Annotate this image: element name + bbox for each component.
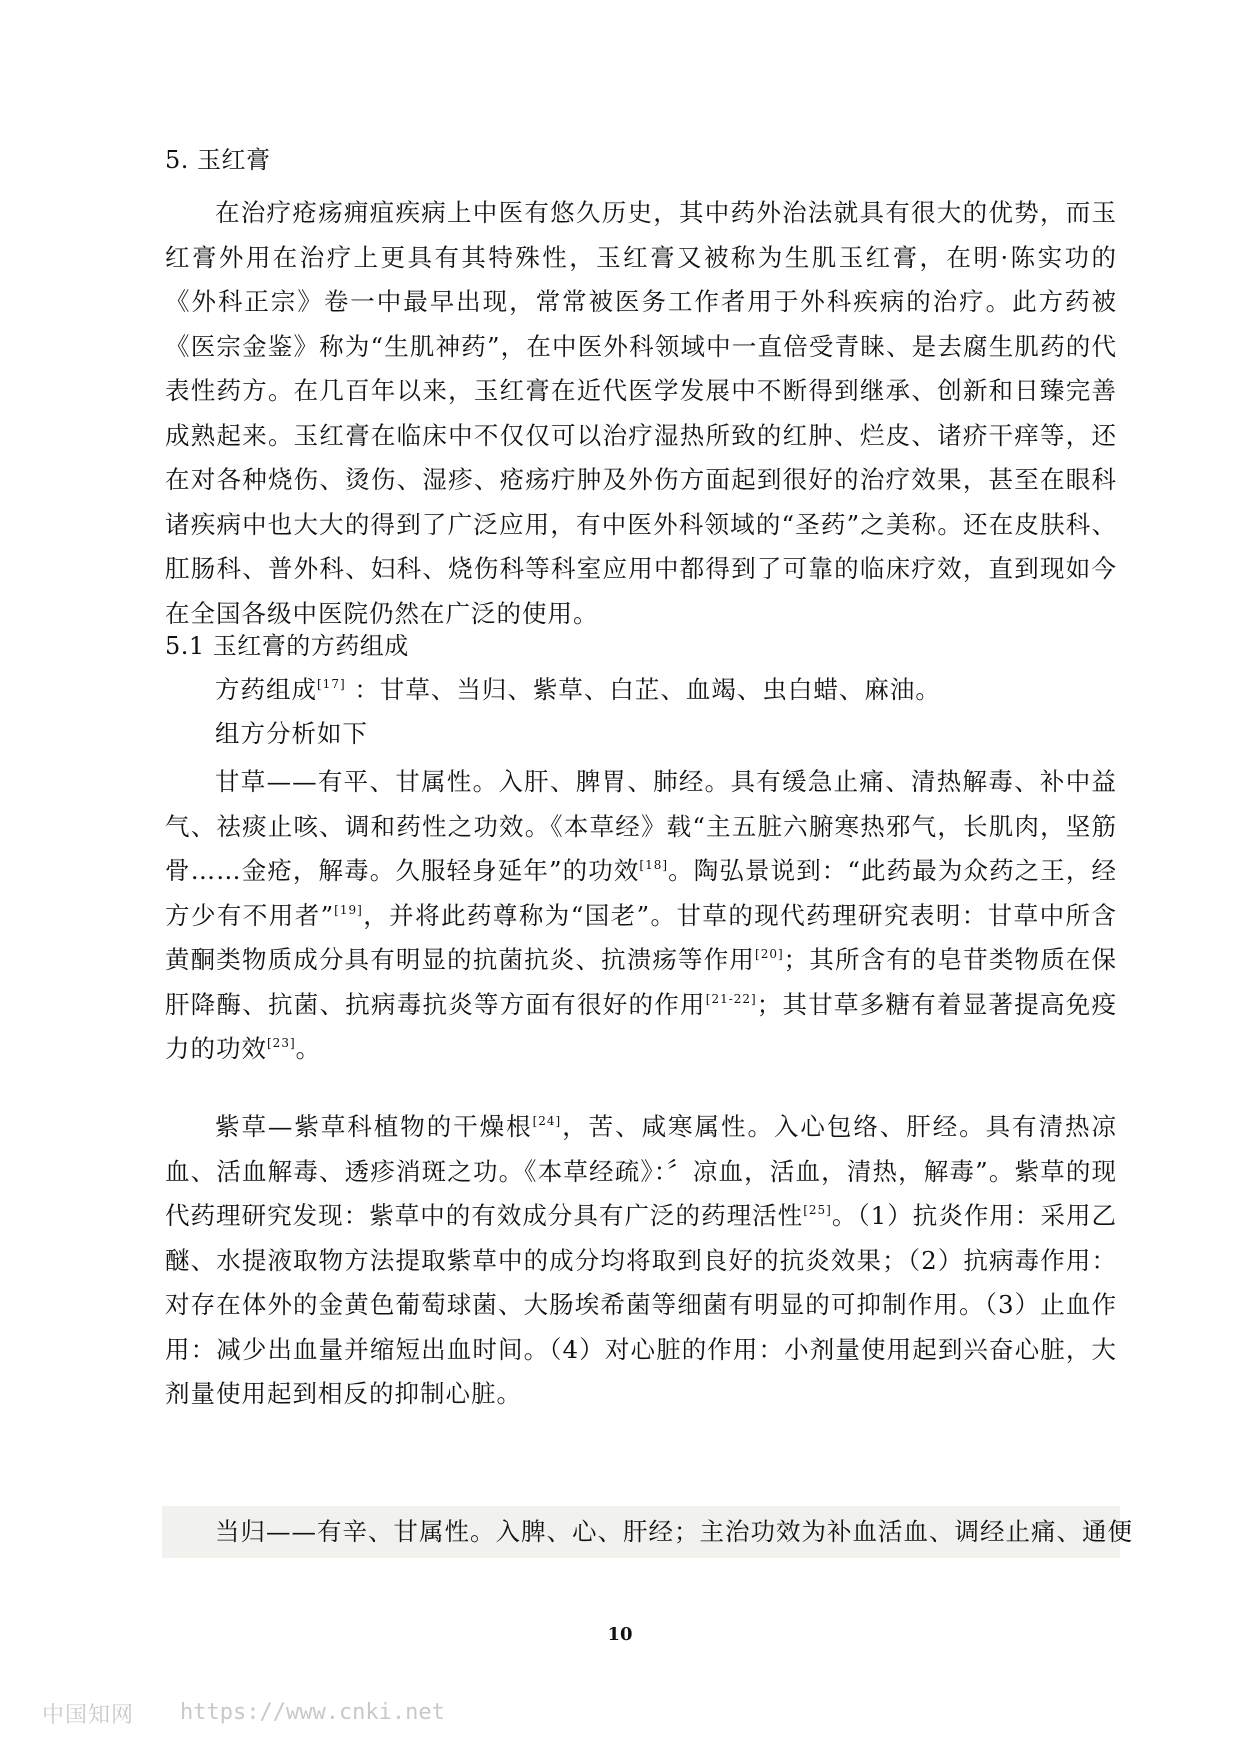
citation[interactable]: [23] [267, 1036, 296, 1050]
zicao-text: 紫草—紫草科植物的干燥根 [215, 1112, 533, 1141]
formula-line [215, 670, 941, 710]
citation[interactable]: [20] [755, 947, 784, 961]
watermark-url: https://www.cnki.net [180, 1700, 445, 1725]
formula-label: 方药组成 [215, 675, 317, 704]
gancao-text: ，并将此药尊称为“国老”。甘草的现代药理研究表明：甘草中所含黄酮类物质成分具有明显的抗菌抗炎、抗溃疡等作用 [165, 900, 1117, 974]
watermark-site-name: 中国知网 [42, 1703, 135, 1728]
gancao-text: ；其所含有的皂苷类物质在保肝降酶、抗菌、抗病毒抗炎等方面有很好的作用 [165, 945, 1118, 1019]
gancao-text: ；其甘草多糖有着显著提高免疫力的功效 [165, 989, 1118, 1063]
danggui-line: 当归——有辛、甘属性。入脾、心、肝经；主治功效为补血活血、调经止痛、通便 [215, 1517, 1133, 1546]
citation[interactable]: [19] [334, 902, 363, 917]
zicao-text: ，苦、咸寒属性。入心包络、肝经。具有清热凉血、活血解毒、透疹消斑之功。《本草经疏》：〞凉血，活血，清热，解毒”。紫草的现代药理研究发现：紫草中的有效成分具有广泛的药理活性 [165, 1112, 1118, 1230]
gancao-text: 。 [295, 1034, 322, 1063]
gancao-paragraph [165, 760, 1117, 1072]
citation[interactable]: [21-22] [705, 991, 757, 1006]
citation[interactable]: [25] [803, 1203, 832, 1217]
zicao-text: 。（1）抗炎作用：采用乙醚、水提液取物方法提取紫草中的成分均将取到良好的抗炎效果；（2）抗病毒作用：对存在体外的金黄色葡萄球菌、大肠埃希菌等细菌有明显的可抑制作用。（3）止血作用：减少出血量并缩短出血时间。（4）对心脏的作用：小剂量使用起到兴奋心脏，大剂量使用起到相反的抑制心脏。 [165, 1201, 1117, 1408]
citation[interactable]: [24] [532, 1114, 562, 1128]
analysis-intro: 组方分析如下 [215, 719, 368, 748]
intro-paragraph: 在治疗疮疡痈疽疾病上中医有悠久历史，其中药外治法就具有很大的优势，而玉红膏外用在治疗上更具有其特殊性，玉红膏又被称为生肌玉红膏，在明·陈实功的《外科正宗》卷一中最早出现，常常被医务工作者用于外科疾病的治疗。此方药被《医宗金鉴》称为“生肌神药”，在中医外科领域中一直倍受青睐、是去腐生肌药的代表性药方。在几百年以来，玉红膏在近代医学发展中不断得到继承、创新和日臻完善成熟起来。玉红膏在临床中不仅仅可以治疗湿热所致的红肿、烂皮、诸疥干痒等，还在对各种烧伤、烫伤、湿疹、疮疡疔肿及外伤方面起到很好的治疗效果，甚至在眼科诸疾病中也大大的得到了广泛应用，有中医外科领域的“圣药”之美称。还在皮肤科、肛肠科、普外科、妇科、烧伤科等科室应用中都得到了可靠的临床疗效，直到现如今在全国各级中医院仍然在广泛的使用。 [165, 198, 1117, 628]
gancao-text: 。陶弘景说到：“此药最为众药之王，经方少有不用者” [165, 856, 1117, 930]
citation[interactable]: [17] [317, 677, 346, 691]
page-number: 10 [607, 1624, 633, 1645]
zicao-paragraph [165, 1105, 1117, 1417]
gancao-text: 甘草——有平、甘属性。入肝、脾胃、肺经。具有缓急止痛、清热解毒、补中益气、祛痰止咳、调和药性之功效。《本草经》载“主五脏六腑寒热邪气，长肌肉，坚筋骨……金疮，解毒。久服轻身延年”的功效 [165, 767, 1117, 885]
section-heading: 5. 玉红膏 [165, 146, 271, 174]
citation[interactable]: [18] [639, 858, 669, 872]
formula-text: ：甘草、当归、紫草、白芷、血竭、虫白蜡、麻油。 [345, 675, 941, 704]
subsection-heading: 5.1 玉红膏的方药组成 [165, 632, 409, 660]
